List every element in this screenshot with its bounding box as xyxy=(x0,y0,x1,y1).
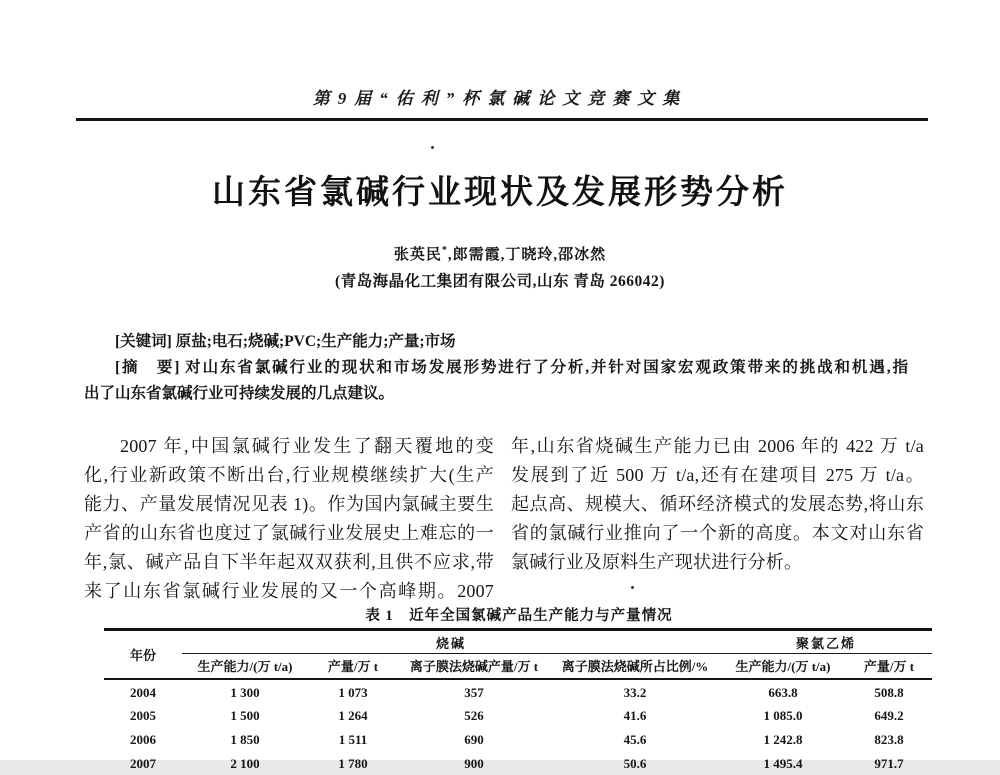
author-asterisk: * xyxy=(441,245,448,256)
cell-pvc-output: 971.7 xyxy=(874,756,904,771)
scan-speck xyxy=(431,146,434,149)
author-names-rest: ,郎需霞,丁晓玲,邵冰然 xyxy=(447,247,607,263)
cell-membrane-ratio: 33.2 xyxy=(623,684,647,700)
journal-header: 第9届“佑利”杯氯碱论文竞赛文集 xyxy=(312,89,688,108)
cell-capacity: 2 100 xyxy=(230,756,260,771)
cell-pvc-capacity: 663.8 xyxy=(768,684,798,700)
col-header-pvc-capacity: 生产能力/(万 t/a) xyxy=(720,654,846,679)
abstract-label: [摘 要] xyxy=(115,359,180,376)
body-column-left xyxy=(84,432,494,606)
cell-pvc-capacity: 1 085.0 xyxy=(763,708,803,723)
table-caption: 表 1 近年全国氯碱产品生产能力与产量情况 xyxy=(365,608,673,624)
col-header-membrane-output: 离子膜法烧碱产量/万 t xyxy=(398,654,550,679)
body-text-line: 氯碱行业及原料生产现状进行分析。 xyxy=(511,552,803,572)
cell-year: 2007 xyxy=(130,756,156,771)
header-rule xyxy=(76,118,928,121)
cell-membrane-ratio: 45.6 xyxy=(623,732,647,747)
cell-capacity: 1 500 xyxy=(230,708,260,723)
cell-pvc-capacity: 1 495.4 xyxy=(763,756,803,771)
col-header-output: 产量/万 t xyxy=(308,654,398,679)
cell-pvc-output: 508.8 xyxy=(874,684,904,700)
cell-membrane-ratio: 50.6 xyxy=(623,756,647,771)
keywords-line xyxy=(84,329,908,355)
scan-speck xyxy=(631,586,634,589)
cell-year: 2004 xyxy=(130,684,156,700)
cell-pvc-output: 823.8 xyxy=(874,732,904,747)
body-text-line: 能力、产量发展情况见表 1)。作为国内氯碱主要生 xyxy=(84,494,494,514)
table-row xyxy=(104,751,932,775)
table-row xyxy=(104,703,932,727)
abstract-text: 对山东省氯碱行业的现状和市场发展形势进行了分析,并针对国家宏观政策带来的挑战和机遇,指 xyxy=(179,359,908,376)
cell-pvc-capacity: 1 242.8 xyxy=(763,732,803,747)
cell-output: 1 073 xyxy=(338,684,368,700)
body-text-line: 起点高、规模大、循环经济模式的发展态势,将山东 xyxy=(511,494,924,514)
col-header-membrane-ratio: 离子膜法烧碱所占比例/% xyxy=(550,654,720,679)
affiliation-line: (青岛海晶化工集团有限公司,山东 青岛 266042) xyxy=(335,273,665,290)
cell-membrane-output: 526 xyxy=(464,708,484,723)
author-name: 张英民 xyxy=(393,247,442,263)
abstract-line-1 xyxy=(84,355,908,381)
cell-output: 1 780 xyxy=(338,756,368,771)
body-text-line: 年,氯、碱产品自下半年起双双获利,且供不应求,带 xyxy=(84,552,494,572)
cell-output: 1 264 xyxy=(338,708,368,723)
cell-membrane-output: 900 xyxy=(464,756,484,771)
abstract-line-2: 出了山东省氯碱行业可持续发展的几点建议。 xyxy=(84,385,395,402)
body-text-line: 2007 年,中国氯碱行业发生了翻天覆地的变 xyxy=(120,436,494,456)
cell-output: 1 511 xyxy=(338,732,368,747)
cell-year: 2005 xyxy=(130,708,156,723)
body-text-line: 产省的山东省也度过了氯碱行业发展史上难忘的一 xyxy=(84,523,494,543)
keywords-label: [关键词] xyxy=(115,333,172,350)
body-text-line: 发展到了近 500 万 t/a,还有在建项目 275 万 t/a。 xyxy=(511,465,924,485)
cell-membrane-ratio: 41.6 xyxy=(623,708,647,723)
cell-capacity: 1 850 xyxy=(230,732,260,747)
body-text-line: 年,山东省烧碱生产能力已由 2006 年的 422 万 t/a xyxy=(511,436,924,456)
col-header-capacity: 生产能力/(万 t/a) xyxy=(182,654,308,679)
cell-year: 2006 xyxy=(130,732,156,747)
authors-line xyxy=(0,243,1000,264)
col-header-pvc-output: 产量/万 t xyxy=(846,654,932,679)
body-text-line: 化,行业新政策不断出台,行业规模继续扩大(生产 xyxy=(84,465,494,485)
cell-pvc-output: 649.2 xyxy=(874,708,904,723)
keywords-content: 原盐;电石;烧碱;PVC;生产能力;产量;市场 xyxy=(171,333,456,350)
cell-membrane-output: 357 xyxy=(464,684,484,700)
meta-block xyxy=(84,329,908,407)
group-header-pvc: 聚氯乙烯 xyxy=(720,630,932,654)
cell-capacity: 1 300 xyxy=(230,684,260,700)
cell-membrane-output: 690 xyxy=(464,732,484,747)
body-column-right xyxy=(511,432,924,577)
group-header-caustic-soda: 烧碱 xyxy=(182,630,720,654)
col-header-year: 年份 xyxy=(104,630,182,679)
body-text-line: 省的氯碱行业推向了一个新的高度。本文对山东省 xyxy=(511,523,924,543)
table-1 xyxy=(104,628,932,775)
table-row xyxy=(104,727,932,751)
body-text-line: 来了山东省氯碱行业发展的又一个高峰期。2007 xyxy=(84,581,494,601)
table-row xyxy=(104,679,932,703)
paper-title: 山东省氯碱行业现状及发展形势分析 xyxy=(212,173,788,210)
